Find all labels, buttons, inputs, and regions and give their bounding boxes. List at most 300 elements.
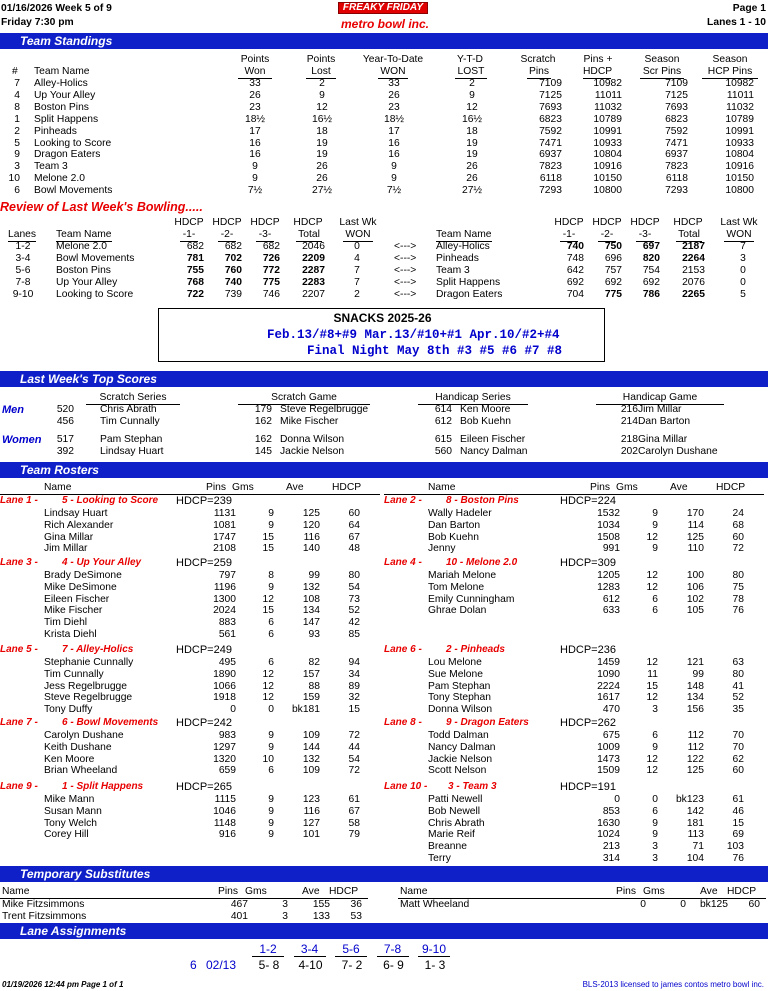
review-lanes: 5-6 xyxy=(15,265,31,277)
standing-team: Alley-Holics xyxy=(34,78,88,89)
review-bt: 2076 xyxy=(682,277,705,289)
review-b3: 820 xyxy=(642,253,660,265)
player-hdcp: 80 xyxy=(348,570,360,581)
review-b2: 696 xyxy=(604,253,622,265)
standing-shcp: 11032 xyxy=(726,101,754,113)
player-gms: 9 xyxy=(268,730,274,741)
player-ave: 170 xyxy=(686,508,704,519)
standing-team: Looking to Score xyxy=(34,137,112,149)
subs-h-name-r: Name xyxy=(400,886,428,897)
player-ave: 106 xyxy=(686,581,704,593)
top-score-women-4: 615 xyxy=(434,434,452,445)
top-score-men-4: 614 xyxy=(434,404,452,415)
lanes-range: Lanes 1 - 10 xyxy=(707,17,766,28)
review-t1: Looking to Score xyxy=(56,289,134,301)
player-pins: 1297 xyxy=(213,741,236,753)
player-hdcp: 54 xyxy=(348,581,360,593)
top-score-women-5: Nancy Dalman xyxy=(460,446,528,457)
standing-hdcp: 11011 xyxy=(594,89,622,101)
player-pins: 1046 xyxy=(213,805,236,817)
roster-hdcp: HDCP=262 xyxy=(560,717,616,729)
standing-lost: 12 xyxy=(316,101,328,113)
day-time: Friday 7:30 pm xyxy=(1,17,74,28)
player-pins: 1205 xyxy=(597,570,620,581)
player-name: Terry xyxy=(428,853,451,864)
player-ave: 147 xyxy=(302,617,320,629)
standing-team: Split Happens xyxy=(34,113,99,125)
snacks-line2: Final Night May 8th #3 #5 #6 #7 #8 xyxy=(307,344,563,358)
rev-h3: HDCP xyxy=(250,217,280,228)
standing-lost: 27½ xyxy=(311,185,333,197)
player-ave: 71 xyxy=(692,841,704,853)
subs-h-name-l: Name xyxy=(2,886,30,897)
player-name: Tony Welch xyxy=(44,817,98,829)
player-name: Tony Duffy xyxy=(44,704,93,716)
review-b3: 754 xyxy=(642,265,660,277)
review-a3: 746 xyxy=(262,289,280,301)
review-a2: 739 xyxy=(224,289,242,301)
sub-pins: 467 xyxy=(230,899,248,910)
player-ave: 82 xyxy=(308,657,320,668)
player-hdcp: 67 xyxy=(348,531,360,543)
player-name: Chris Abrath xyxy=(428,817,485,829)
player-name: Brian Wheeland xyxy=(44,765,118,777)
top-score-men-7: Dan Barton xyxy=(638,416,691,427)
player-pins: 1508 xyxy=(597,531,620,543)
player-gms: 9 xyxy=(268,817,274,829)
player-hdcp: 76 xyxy=(732,605,744,617)
player-name: Krista Diehl xyxy=(44,629,97,640)
rev-h5: HDCP xyxy=(554,217,584,228)
roster-lane: Lane 2 - xyxy=(384,495,422,506)
player-gms: 12 xyxy=(646,531,658,543)
roster-h-pins: Pins xyxy=(206,482,227,493)
player-ave: 108 xyxy=(302,593,320,605)
top-score-men-2: 179 xyxy=(254,404,272,415)
player-hdcp: 80 xyxy=(732,668,744,680)
roster-hdcp: HDCP=249 xyxy=(176,644,232,656)
player-gms: 3 xyxy=(652,853,658,864)
player-pins: 2108 xyxy=(213,543,236,555)
roster-hdcp: HDCP=242 xyxy=(176,717,232,729)
player-name: Mariah Melone xyxy=(428,570,497,581)
col-scratch: Scratch xyxy=(520,54,556,65)
player-name: Wally Hadeler xyxy=(428,508,492,519)
roster-h-hdcp: HDCP xyxy=(716,482,746,493)
league-name: metro bowl inc. xyxy=(340,17,429,31)
col-scratch-2: Pins xyxy=(528,66,550,77)
standing-scr: 6118 xyxy=(539,173,562,185)
player-gms: 3 xyxy=(652,704,658,716)
standing-sscr: 7293 xyxy=(665,185,688,197)
top-score-men-5: Ken Moore xyxy=(460,404,511,415)
player-ave: 99 xyxy=(692,668,704,680)
player-ave: 134 xyxy=(302,605,320,617)
sub-ave: 155 xyxy=(312,899,330,910)
player-hdcp: 63 xyxy=(732,657,744,668)
player-hdcp: 78 xyxy=(732,593,744,605)
roster-h-gms: Gms xyxy=(232,482,254,493)
player-hdcp: 94 xyxy=(348,657,360,668)
col-points-lost: Points xyxy=(306,54,336,65)
standing-num: 10 xyxy=(8,173,20,185)
review-b2: 757 xyxy=(604,265,622,277)
player-gms: 6 xyxy=(652,593,658,605)
women-label: Women xyxy=(2,434,42,446)
standing-ytdl: 16½ xyxy=(461,113,483,125)
roster-h-hdcp: HDCP xyxy=(332,482,362,493)
roster-lane: Lane 6 - xyxy=(384,644,422,655)
player-gms: 12 xyxy=(646,657,658,668)
player-gms: 8 xyxy=(268,570,274,581)
player-name: Lindsay Huart xyxy=(44,508,108,519)
ts-head-ss: Scratch Series xyxy=(86,392,180,405)
player-gms: 9 xyxy=(652,519,658,531)
section-team-standings: Team Standings xyxy=(0,33,768,49)
review-t1: Melone 2.0 xyxy=(56,241,107,252)
player-gms: 9 xyxy=(652,508,658,519)
standing-sscr: 7109 xyxy=(665,78,688,89)
col-pins-hdcp: Pins + xyxy=(583,54,613,65)
standing-num: 5 xyxy=(14,137,20,149)
snacks-title: SNACKS 2025-26 xyxy=(333,311,432,325)
standing-ytdl: 19 xyxy=(466,149,478,161)
roster-h-name: Name xyxy=(428,482,456,493)
review-bt: 2265 xyxy=(682,289,705,301)
rev-g5: -1- xyxy=(560,229,578,242)
top-score-women-0: 392 xyxy=(56,446,74,457)
col-season-scr: Season xyxy=(644,54,680,65)
standing-won: 7½ xyxy=(247,185,263,197)
top-score-women-3: Jackie Nelson xyxy=(280,446,345,457)
review-bw: 3 xyxy=(740,253,746,265)
rev-lw2: WON xyxy=(343,229,373,242)
player-ave: 100 xyxy=(686,570,704,581)
player-ave: 181 xyxy=(686,817,704,829)
col-ytd-won: Year-To-Date xyxy=(362,54,424,65)
review-bw: 7 xyxy=(740,241,746,252)
sub-gms: 3 xyxy=(282,911,288,922)
col-points-lost-2: Lost xyxy=(306,66,336,79)
review-a3: 726 xyxy=(262,253,280,265)
rev-g6: -2- xyxy=(598,229,616,242)
standing-lost: 16½ xyxy=(311,113,333,125)
rev-lw4: WON xyxy=(724,229,754,242)
player-gms: 12 xyxy=(262,692,274,704)
top-score-men-3: Mike Fischer xyxy=(280,416,339,427)
player-name: Dan Barton xyxy=(428,519,481,531)
player-ave: 102 xyxy=(686,593,704,605)
review-vs: <---> xyxy=(394,265,417,277)
col-pins-hdcp-2: HDCP xyxy=(583,66,613,77)
player-hdcp: 72 xyxy=(732,543,744,555)
player-hdcp: 70 xyxy=(732,741,744,753)
standing-num: 4 xyxy=(14,89,20,101)
standing-won: 23 xyxy=(249,101,261,113)
standing-num: 6 xyxy=(14,185,20,197)
player-pins: 1196 xyxy=(213,581,236,593)
review-b1: 642 xyxy=(566,265,584,277)
roster-hdcp: HDCP=224 xyxy=(560,495,616,507)
player-pins: 470 xyxy=(602,704,620,716)
player-hdcp: 70 xyxy=(732,730,744,741)
player-ave: 140 xyxy=(302,543,320,555)
player-ave: 110 xyxy=(687,543,704,555)
player-ave: 125 xyxy=(686,531,704,543)
player-hdcp: 76 xyxy=(732,853,744,864)
player-ave: 105 xyxy=(686,605,704,617)
player-pins: 314 xyxy=(602,853,620,864)
review-lanes: 1-2 xyxy=(15,241,31,252)
player-pins: 1918 xyxy=(213,692,236,704)
review-b3: 692 xyxy=(642,277,660,289)
standing-lost: 18 xyxy=(316,125,328,137)
review-b2: 692 xyxy=(604,277,622,289)
roster-h-ave: Ave xyxy=(670,482,688,493)
player-name: Bob Kuehn xyxy=(428,531,479,543)
rev-h2: HDCP xyxy=(212,217,242,228)
review-aw: 0 xyxy=(354,241,360,252)
roster-lane: Lane 9 - xyxy=(0,781,38,792)
roster-lane: Lane 10 - xyxy=(384,781,428,792)
player-name: Scott Nelson xyxy=(428,765,487,777)
standing-hdcp: 10804 xyxy=(593,149,622,161)
player-pins: 0 xyxy=(230,704,236,716)
standing-won: 16 xyxy=(249,137,261,149)
standing-scr: 7125 xyxy=(539,89,562,101)
top-score-women-7: Gina Millar xyxy=(638,434,688,445)
standing-num: 7 xyxy=(14,78,20,89)
review-b2: 750 xyxy=(604,241,622,252)
standing-ytdw: 9 xyxy=(391,173,397,185)
player-pins: 633 xyxy=(602,605,620,617)
roster-hdcp: HDCP=265 xyxy=(176,781,232,793)
top-score-men-7: Jim Millar xyxy=(638,404,682,415)
sub-name: Trent Fitzsimmons xyxy=(2,911,87,922)
snacks-line1: Feb.13/#8+#9 Mar.13/#10+#1 Apr.10/#2+#4 xyxy=(267,328,560,342)
standing-team: Pinheads xyxy=(34,125,77,137)
review-bw: 5 xyxy=(740,289,746,301)
lane-date: 02/13 xyxy=(206,958,237,972)
player-ave: 148 xyxy=(686,680,704,692)
player-name: Jenny xyxy=(428,543,456,555)
roster-h-pins: Pins xyxy=(590,482,611,493)
standing-scr: 7293 xyxy=(539,185,562,197)
player-ave: 159 xyxy=(302,692,320,704)
footer-printed: 01/19/2026 12:44 pm Page 1 of 1 xyxy=(2,980,124,989)
top-score-men-5: Bob Kuehn xyxy=(460,416,511,427)
player-pins: 2024 xyxy=(213,605,236,617)
roster-team: 9 - Dragon Eaters xyxy=(446,717,529,728)
standing-hdcp: 10991 xyxy=(593,125,622,137)
rev-h4: HDCP xyxy=(293,217,323,228)
sub-gms: 3 xyxy=(282,899,288,910)
standing-ytdl: 18 xyxy=(466,125,478,137)
top-score-women-4: 560 xyxy=(434,446,452,457)
player-name: Steve Regelbrugge xyxy=(44,692,133,704)
player-pins: 1532 xyxy=(597,508,620,519)
player-hdcp: 60 xyxy=(348,508,360,519)
section-top-scores: Last Week's Top Scores xyxy=(0,371,768,387)
player-hdcp: 46 xyxy=(732,805,744,817)
player-pins: 1747 xyxy=(213,531,236,543)
player-ave: 142 xyxy=(686,805,704,817)
roster-hdcp: HDCP=191 xyxy=(560,781,616,793)
player-gms: 10 xyxy=(262,753,274,765)
roster-team: 10 - Melone 2.0 xyxy=(446,557,518,568)
player-hdcp: 61 xyxy=(732,794,744,805)
player-ave: 125 xyxy=(302,508,320,519)
standing-ytdw: 16 xyxy=(388,149,400,161)
player-hdcp: 103 xyxy=(726,841,744,853)
player-ave: 112 xyxy=(687,741,704,753)
top-score-men-1: Tim Cunnally xyxy=(100,416,160,427)
player-hdcp: 44 xyxy=(348,741,360,753)
player-ave: 120 xyxy=(302,519,320,531)
player-hdcp: 61 xyxy=(348,794,360,805)
standing-ytdw: 18½ xyxy=(383,113,405,125)
sub-ave: 133 xyxy=(312,911,330,922)
rev-h1: HDCP xyxy=(174,217,204,228)
player-pins: 1473 xyxy=(597,753,620,765)
sub-pins: 401 xyxy=(230,911,248,922)
standing-shcp: 10789 xyxy=(725,113,754,125)
section-review: Review of Last Week's Bowling..... xyxy=(0,200,203,214)
roster-lane: Lane 7 - xyxy=(0,717,38,728)
player-hdcp: 80 xyxy=(732,570,744,581)
review-t1: Boston Pins xyxy=(56,265,111,277)
player-gms: 9 xyxy=(652,543,658,555)
standing-ytdl: 26 xyxy=(466,173,478,185)
player-name: Tim Cunnally xyxy=(44,668,104,680)
player-ave: 99 xyxy=(308,570,320,581)
standing-shcp: 10982 xyxy=(725,78,754,89)
player-ave: 125 xyxy=(686,765,704,777)
player-name: Nancy Dalman xyxy=(428,741,496,753)
top-score-men-6: 216 xyxy=(620,404,638,415)
player-name: Patti Newell xyxy=(428,794,483,805)
player-hdcp: 58 xyxy=(348,817,360,829)
player-hdcp: 15 xyxy=(348,704,360,716)
review-b3: 786 xyxy=(642,289,660,301)
review-bt: 2153 xyxy=(682,265,705,277)
player-pins: 1081 xyxy=(213,519,236,531)
player-pins: 1300 xyxy=(213,593,236,605)
top-score-women-1: Lindsay Huart xyxy=(100,446,164,457)
review-a3: 682 xyxy=(262,241,280,252)
sub-pins: 0 xyxy=(640,899,646,910)
standing-sscr: 6823 xyxy=(665,113,688,125)
review-bt: 2264 xyxy=(682,253,705,265)
rev-total2: Total xyxy=(676,229,702,242)
player-hdcp: 35 xyxy=(732,704,744,716)
player-gms: 9 xyxy=(652,741,658,753)
review-a2: 740 xyxy=(224,277,242,289)
player-pins: 495 xyxy=(218,657,236,668)
sub-name: Mike Fitzsimmons xyxy=(2,899,85,910)
review-aw: 7 xyxy=(354,265,360,277)
player-ave: 132 xyxy=(302,581,320,593)
player-pins: 1024 xyxy=(597,829,620,841)
review-a3: 775 xyxy=(262,277,280,289)
standing-ytdw: 17 xyxy=(388,125,400,137)
player-hdcp: 15 xyxy=(732,817,744,829)
sub-hdcp: 60 xyxy=(748,899,760,910)
player-name: Carolyn Dushane xyxy=(44,730,124,741)
player-ave: 88 xyxy=(308,680,320,692)
rev-lw1: Last Wk xyxy=(339,217,377,228)
standing-scr: 7109 xyxy=(539,78,562,89)
top-score-men-3: Steve Regelbrugge xyxy=(280,404,369,415)
player-hdcp: 62 xyxy=(732,753,744,765)
sub-hdcp: 36 xyxy=(350,899,362,910)
col-points-won: Points xyxy=(240,54,270,65)
player-gms: 9 xyxy=(268,741,274,753)
sub-gms: 0 xyxy=(680,899,686,910)
subs-h-ave-r: Ave xyxy=(700,886,718,897)
player-pins: 1066 xyxy=(213,680,236,692)
review-a1: 722 xyxy=(186,289,204,301)
col-ytd-lost: Y-T-D xyxy=(457,54,483,65)
player-ave: bk181 xyxy=(291,704,320,716)
player-name: Mike DeSimone xyxy=(44,581,117,593)
standing-ytdw: 16 xyxy=(388,137,400,149)
top-score-men-0: 456 xyxy=(56,416,74,427)
col-ytd-won-2: WON xyxy=(378,66,408,79)
standing-ytdw: 9 xyxy=(391,161,397,173)
player-gms: 6 xyxy=(652,805,658,817)
player-ave: 109 xyxy=(302,730,320,741)
player-hdcp: 32 xyxy=(348,692,360,704)
review-t1: Up Your Alley xyxy=(56,277,118,289)
player-ave: 116 xyxy=(303,805,320,817)
roster-hdcp: HDCP=259 xyxy=(176,557,232,569)
standing-team: Bowl Movements xyxy=(34,185,113,197)
roster-h-name: Name xyxy=(44,482,72,493)
date-week: 01/16/2026 Week 5 of 9 xyxy=(1,3,112,14)
review-b1: 704 xyxy=(566,289,584,301)
player-name: Stephanie Cunnally xyxy=(44,657,134,668)
rev-h7: HDCP xyxy=(630,217,660,228)
player-pins: 1148 xyxy=(213,817,236,829)
top-score-men-1: Chris Abrath xyxy=(100,404,157,415)
roster-lane: Lane 8 - xyxy=(384,717,422,728)
standing-scr: 7471 xyxy=(539,137,562,149)
player-gms: 12 xyxy=(646,570,658,581)
standing-shcp: 10800 xyxy=(725,185,754,197)
player-name: Emily Cunningham xyxy=(428,593,515,605)
player-name: Jackie Nelson xyxy=(428,753,493,765)
player-gms: 6 xyxy=(652,730,658,741)
player-name: Tim Diehl xyxy=(44,617,88,629)
player-hdcp: 42 xyxy=(348,617,360,629)
standing-scr: 7693 xyxy=(539,101,562,113)
top-score-men-4: 612 xyxy=(434,416,452,427)
review-a2: 760 xyxy=(224,265,242,277)
player-hdcp: 72 xyxy=(348,765,360,777)
review-a1: 755 xyxy=(186,265,204,277)
subs-h-pins-l: Pins xyxy=(218,886,239,897)
roster-h-ave: Ave xyxy=(286,482,304,493)
sub-name: Matt Wheeland xyxy=(400,899,470,910)
player-gms: 9 xyxy=(268,794,274,805)
player-name: Jim Millar xyxy=(44,543,88,555)
player-gms: 9 xyxy=(268,508,274,519)
title-banner: FREAKY FRIDAY xyxy=(338,2,428,14)
men-label: Men xyxy=(2,404,24,416)
standing-num: 8 xyxy=(14,101,20,113)
standing-ytdl: 19 xyxy=(466,137,478,149)
